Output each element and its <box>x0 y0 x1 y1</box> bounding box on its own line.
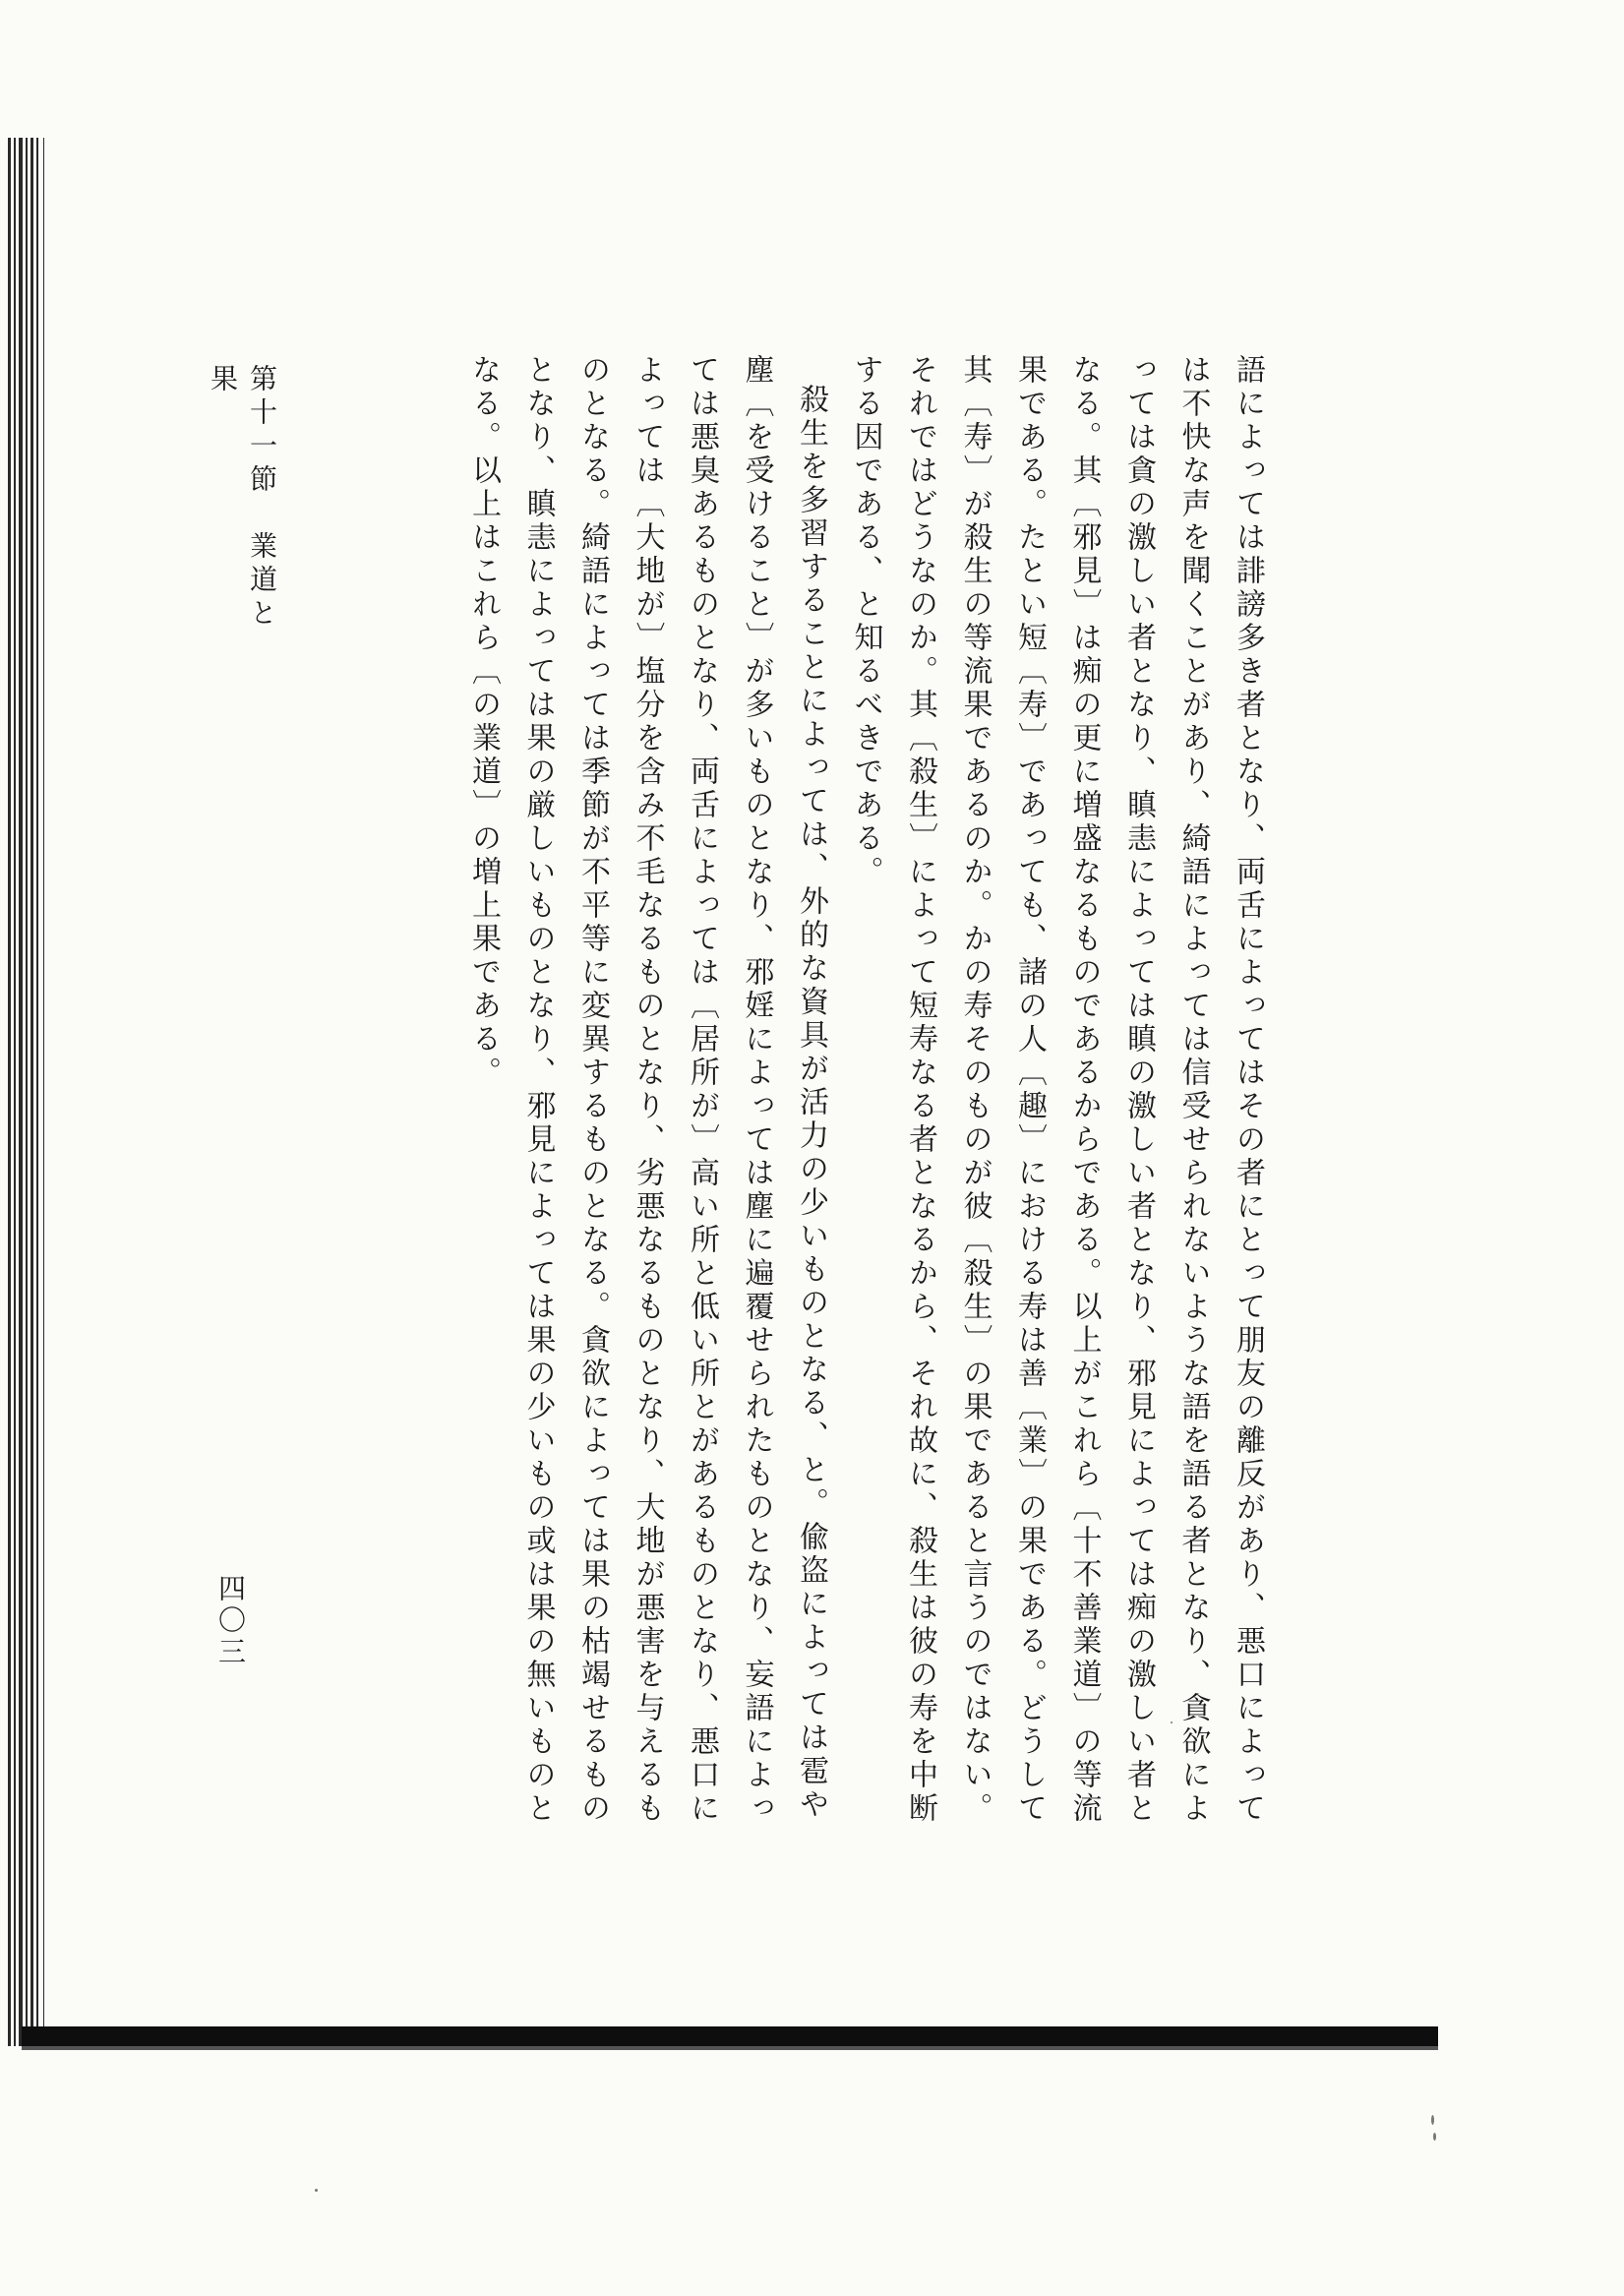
text-line: っては貪の激しい者となり、瞋恚によっては瞋の激しい者となり、邪見によっては痴の激しい者と <box>1121 354 1156 1826</box>
text-line: ては悪臭あるものとなり、両舌によっては〔居所が〕高い所と低い所とがあるものとなり、悪口に <box>685 354 719 1826</box>
paper-speck <box>315 2189 318 2192</box>
text-line: のとなる。綺語によっては季節が不平等に変異するものとなる。貪欲によっては果の枯竭せるもの <box>575 354 610 1826</box>
text-line: する因である、と知るべきである。 <box>848 354 883 889</box>
bottom-rule-shadow <box>22 2046 1438 2050</box>
text-line: 果である。たとい短〔寿〕であっても、諸の人〔趣〕における寿は善〔業〕の果である。どうして <box>1012 354 1047 1826</box>
bottom-rule <box>22 2026 1438 2046</box>
text-line: なる。以上はこれら〔の業道〕の増上果である。 <box>466 354 501 1090</box>
text-line: よっては〔大地が〕塩分を含み不毛なるものとなり、劣悪なるものとなり、大地が悪害を与えるも <box>630 354 665 1826</box>
text-line: なる。其〔邪見〕は痴の更に増盛なるものであるからである。以上がこれら〔十不善業道〕の等流 <box>1066 354 1102 1826</box>
paper-speck <box>1433 2133 1436 2141</box>
text-line: 殺生を多習することによっては、外的な資具が活力の少いものとなる、と。偸盗によっては雹や <box>794 384 828 1822</box>
page-number: 四〇三 <box>214 1574 247 1668</box>
text-line: は不快な声を聞くことがあり、綺語によっては信受せられないような語を語る者となり、貪欲によ <box>1175 354 1211 1826</box>
running-head: 第十一節 業道と果 <box>207 364 278 632</box>
text-line: 塵〔を受けること〕が多いものとなり、邪婬によっては塵に遍覆せられたものとなり、妄語によっ <box>739 354 774 1826</box>
text-line: となり、瞋恚によっては果の厳しいものとなり、邪見によっては果の少いもの或は果の無いものと <box>520 354 556 1826</box>
book-spine-edge <box>0 138 59 2046</box>
paper-speck <box>1431 2115 1434 2125</box>
body-text <box>193 354 1275 1889</box>
text-line: 語によっては誹謗多き者となり、両舌によってはその者にとって朋友の離反があり、悪口によって <box>1231 354 1265 1826</box>
text-line: それではどうなのか。其〔殺生〕によって短寿なる者となるから、それ故に、殺生は彼の寿を中断 <box>903 354 937 1826</box>
text-line: 其〔寿〕が殺生の等流果であるのか。かの寿そのものが彼〔殺生〕の果であると言うのではない。 <box>957 354 992 1826</box>
paper-speck <box>1171 1722 1173 1723</box>
